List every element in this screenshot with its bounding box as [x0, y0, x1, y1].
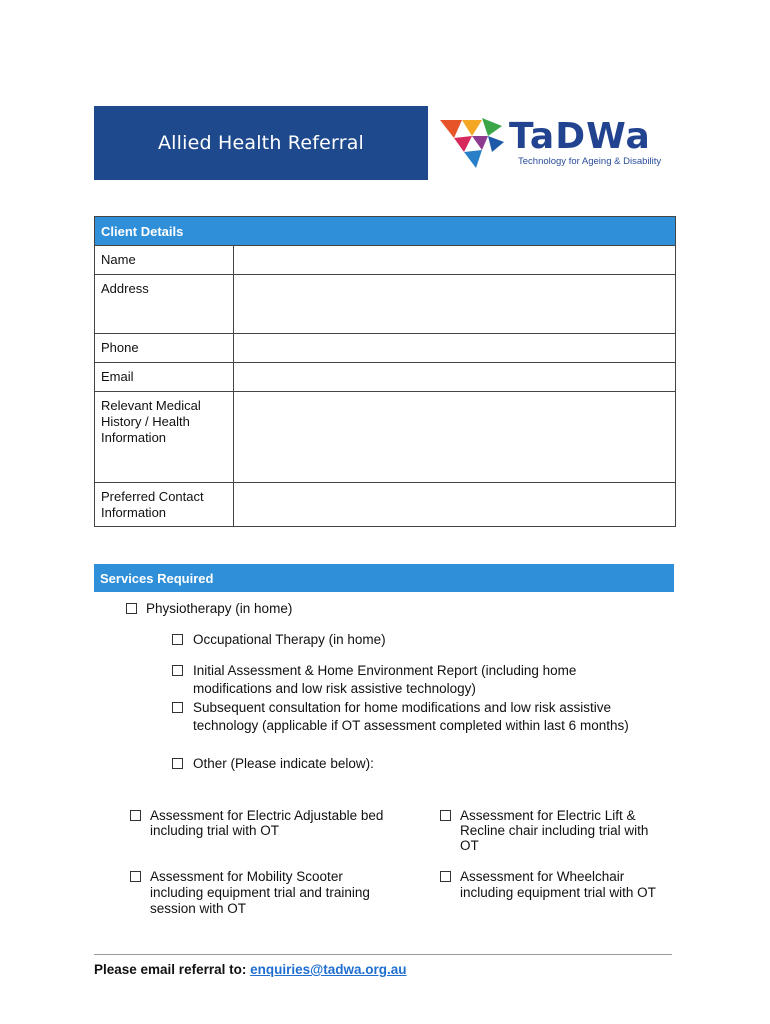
physio-label: Physiotherapy (in home) — [146, 601, 293, 616]
address-label: Address — [95, 275, 234, 334]
footer-divider — [94, 954, 672, 955]
other-label: Other (Please indicate below): — [193, 756, 374, 771]
wheelchair-checkbox[interactable] — [440, 871, 451, 882]
address-field[interactable] — [234, 275, 676, 334]
services-required-heading: Services Required — [94, 564, 674, 592]
physio-checkbox[interactable] — [126, 603, 137, 614]
client-details-heading: Client Details — [95, 217, 676, 246]
initial-assessment-line2: modifications and low risk assistive technology) — [193, 681, 476, 696]
footer-label: Please email referral to: — [94, 962, 247, 977]
email-label: Email — [95, 363, 234, 392]
wheelchair-line1: Assessment for Wheelchair — [460, 869, 625, 884]
footer — [94, 962, 407, 977]
logo-wordmark: TaDWa — [509, 116, 651, 157]
initial-assessment-line1: Initial Assessment & Home Environment Report (including home — [193, 663, 577, 678]
name-field[interactable] — [234, 246, 676, 275]
mobility-scooter-line3: session with OT — [150, 901, 247, 916]
subsequent-consultation-checkbox[interactable] — [172, 702, 183, 713]
phone-field[interactable] — [234, 334, 676, 363]
wheelchair-line2: including equipment trial with OT — [460, 885, 656, 900]
subsequent-consultation-line2: technology (applicable if OT assessment completed within last 6 months) — [193, 718, 629, 733]
ot-checkbox[interactable] — [172, 634, 183, 645]
subsequent-consultation-line1: Subsequent consultation for home modifications and low risk assistive — [193, 700, 611, 715]
electric-bed-checkbox[interactable] — [130, 810, 141, 821]
tadwa-logo — [438, 116, 668, 172]
logo-tagline: Technology for Ageing & Disability — [518, 156, 662, 167]
other-checkbox[interactable] — [172, 758, 183, 769]
medical-history-label: Relevant Medical History / Health Information — [95, 392, 234, 483]
electric-bed-line1: Assessment for Electric Adjustable bed — [150, 808, 384, 823]
tadwa-logo-mark-icon — [438, 116, 508, 172]
electric-bed-line2: including trial with OT — [150, 823, 280, 838]
preferred-contact-field[interactable] — [234, 483, 676, 527]
title-banner — [94, 106, 428, 180]
lift-recline-checkbox[interactable] — [440, 810, 451, 821]
ot-label: Occupational Therapy (in home) — [193, 632, 386, 647]
lift-recline-line1: Assessment for Electric Lift & — [460, 808, 636, 823]
preferred-contact-label: Preferred Contact Information — [95, 483, 234, 527]
mobility-scooter-checkbox[interactable] — [130, 871, 141, 882]
client-details-table — [94, 216, 676, 527]
mobility-scooter-line2: including equipment trial and training — [150, 885, 370, 900]
lift-recline-line3: OT — [460, 838, 479, 853]
medical-history-field[interactable] — [234, 392, 676, 483]
lift-recline-line2: Recline chair including trial with — [460, 823, 649, 838]
initial-assessment-checkbox[interactable] — [172, 665, 183, 676]
name-label: Name — [95, 246, 234, 275]
mobility-scooter-line1: Assessment for Mobility Scooter — [150, 869, 343, 884]
phone-label: Phone — [95, 334, 234, 363]
page-title: Allied Health Referral — [157, 132, 365, 154]
email-field[interactable] — [234, 363, 676, 392]
email-link[interactable]: enquiries@tadwa.org.au — [250, 962, 407, 977]
